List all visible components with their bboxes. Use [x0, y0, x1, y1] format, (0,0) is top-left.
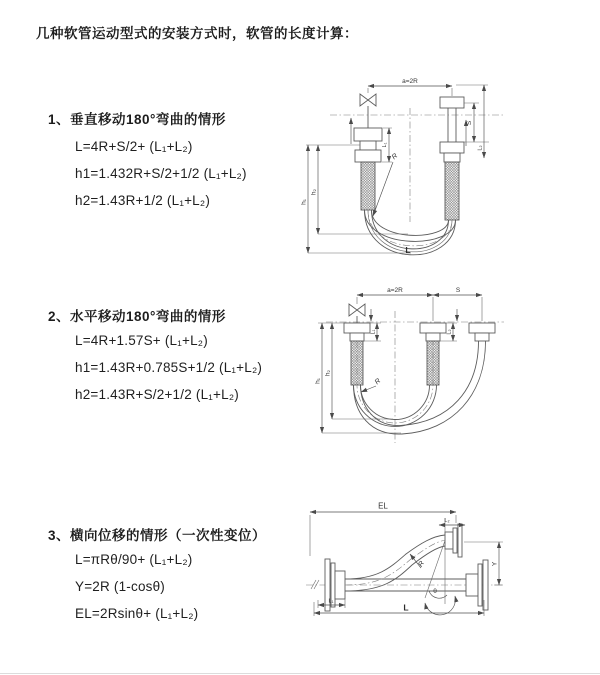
section1-formula-h2: h2=1.43R+1/2 (L₁+L₂) [75, 193, 211, 208]
section2-formula-h1: h1=1.43R+0.785S+1/2 (L₁+L₂) [75, 360, 263, 375]
label-r: R [390, 152, 400, 162]
dimension-a2r [357, 287, 433, 295]
right-fitting [469, 323, 495, 341]
dim-h2-label: h₂ [324, 369, 332, 377]
valve-icon [360, 94, 376, 128]
dim-h1-label: h₁ [314, 378, 322, 384]
label-r: R [417, 560, 427, 569]
diagram-lateral-displacement [298, 492, 598, 652]
dimension-s [464, 103, 489, 142]
dim-l1-label: L₁ [328, 598, 334, 605]
right-fitting-displaced [445, 524, 462, 557]
dimension-s [357, 287, 482, 321]
dim-s-label: S [466, 120, 473, 126]
dim-s-label: S [455, 287, 461, 294]
break-mark [311, 580, 319, 589]
dim-y-label: Y [491, 561, 499, 567]
dim-a2r-label: a=2R [402, 78, 418, 85]
right-fitting-original [466, 560, 488, 610]
dim-a2r-label: a=2R [387, 287, 403, 294]
section2-heading: 2、水平移动180°弯曲的情形 [48, 309, 226, 324]
dim-el-label: EL [378, 501, 388, 511]
left-fitting [354, 128, 382, 210]
page-bottom-rule [0, 673, 600, 674]
dim-h1-label: h₁ [300, 199, 308, 205]
angle-theta [425, 588, 455, 615]
dim-l1-label: L₁ [382, 142, 388, 148]
dimension-el [310, 502, 456, 557]
page-title: 几种软管运动型式的安装方式时，软管的长度计算： [36, 26, 358, 41]
section1-formula-h1: h1=1.432R+S/2+1/2 (L₁+L₂) [75, 166, 247, 181]
section3-heading: 3、横向位移的情形（一次性变位） [48, 528, 267, 543]
dim-l2-label: L₂ [444, 518, 450, 524]
valve-icon [349, 304, 365, 323]
left-fitting [344, 323, 370, 385]
hose-displaced-position [345, 535, 445, 591]
dimension-a2r [368, 78, 452, 96]
label-l: L [405, 245, 411, 255]
right-fitting [440, 97, 464, 220]
diagram-vertical-180-bend [298, 70, 598, 265]
dim-l2-label: L₂ [446, 329, 453, 335]
section1-heading: 1、垂直移动180°弯曲的情形 [48, 112, 226, 127]
dim-l-label: L [403, 602, 409, 613]
radius-leader [361, 378, 382, 392]
diagram-horizontal-180-bend [298, 283, 598, 468]
dimension-l [314, 600, 484, 616]
dim-l2-label: L₂ [477, 145, 484, 151]
section3-formula-l: L=πRθ/90+ (L₁+L₂) [75, 552, 193, 567]
section3-formula-y: Y=2R (1-cosθ) [75, 579, 166, 594]
section3-formula-el: EL=2Rsinθ+ (L₁+L₂) [75, 606, 199, 621]
section2-formula-l: L=4R+1.57S+ (L₁+L₂) [75, 333, 208, 348]
dim-h2-label: h₂ [310, 188, 318, 196]
dim-l1-label: L₁ [370, 329, 377, 335]
section1-formula-l: L=4R+S/2+ (L₁+L₂) [75, 139, 193, 154]
label-theta: θ [433, 588, 437, 595]
label-r: R [373, 377, 383, 387]
section2-formula-h2: h2=1.43R+S/2+1/2 (L₁+L₂) [75, 387, 239, 402]
